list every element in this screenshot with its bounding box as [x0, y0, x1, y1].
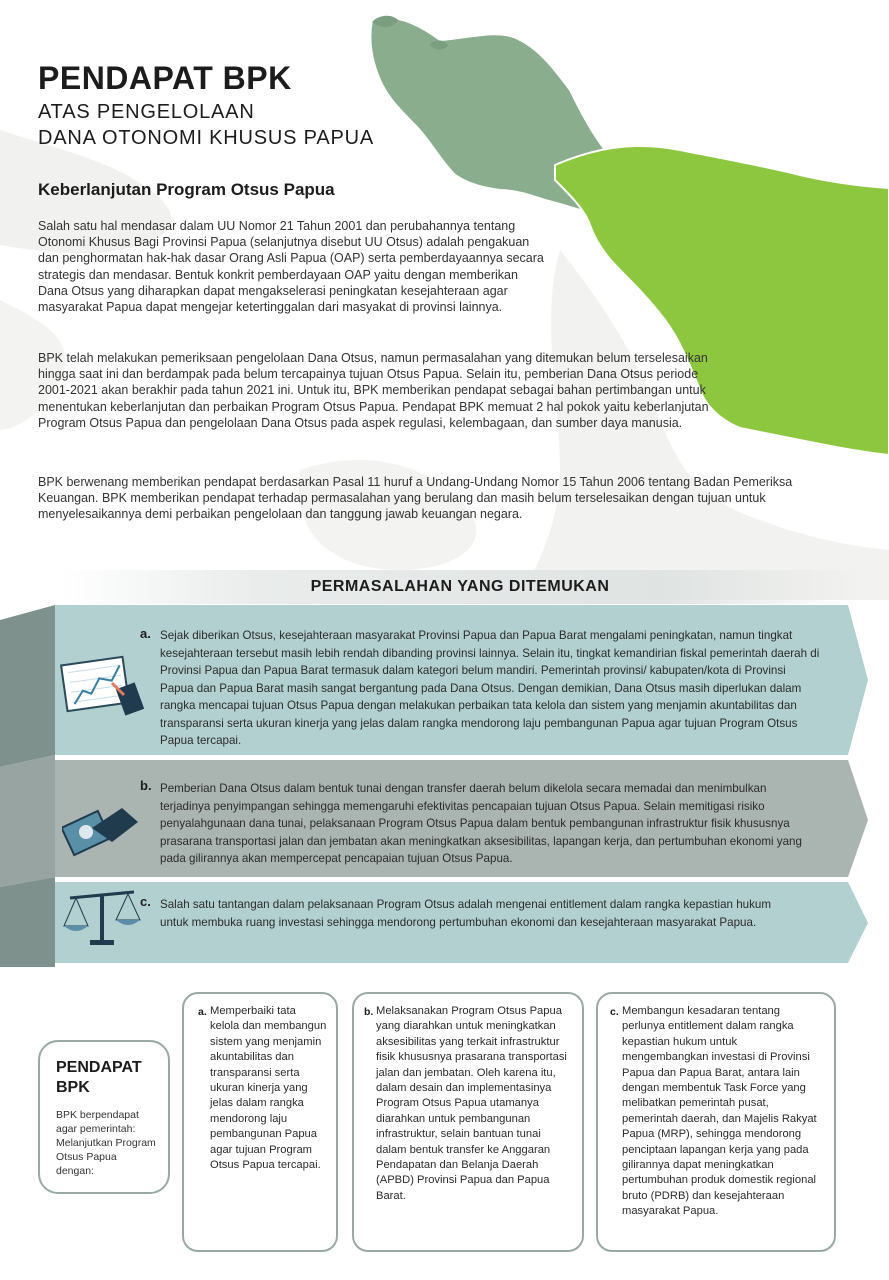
opinion-c-text: Membangun kesadaran tentang perlunya entitlement dalam rangka kepastian hukum untuk mengembangkan investasi di Provinsi Papua dan Papua Barat, antara lain dengan membentuk Task Force yang melibatkan pemerintah pusat, pemerintah daerah, dan Majelis Rakyat Papua (MRP), sehingga mendorong penciptaan lapangan kerja yang pada gilirannya dapat meningkatkan pertumbuhan produk domestik regional bruto (PDRB) dan kesejahteraan masyarakat Papua.	[622, 1005, 817, 1218]
intro-paragraph-1: Salah satu hal mendasar dalam UU Nomor 21 Tahun 2001 dan perubahannya tentang Otonomi Khusus Bagi Provinsi Papua (selanjutnya disebut UU Otsus) adalah pengakuan dan penghormatan hak-hak dasar Orang Asli Papua (OAP) serta pemberdayaannya secara strategis dan mendasar. Bentuk konkrit pemberdayaan OAP yaitu dengan memberikan Dana Otsus yang diharapkan dapat mengakselerasi peningkatan kesejahteraan agar masyarakat Papua dapat mengejar ketertinggalan dari masyakat di provinsi lainnya.	[38, 219, 544, 315]
finding-b-text: Pemberian Dana Otsus dalam bentuk tunai dengan transfer daerah belum dikelola secara memadai dan menimbulkan terjadinya penyimpangan sehingga memengaruhi efektivitas pencapaian tujuan Otsus Papua. Selain memitigasi risiko penyalahgunaan dana tunai, pelaksanaan Program Otsus Papua dalam bentuk pembangunan infrastruktur fisik khususnya prasarana transportasi jalan dan jembatan akan meningkatkan aksesibilitas, lapangan kerja, dan pertumbuhan ekonomi yang pada gilirannya akan mempercepat pencapaian tujuan Otsus Papua.	[160, 782, 802, 865]
page-subtitle-line-1: ATAS PENGELOLAAN	[38, 101, 255, 123]
opinion-a-text: Memperbaiki tata kelola dan membangun sistem yang menjamin akuntabilitas dan transparansi serta ukuran kinerja yang jelas dalam rangka mendorong laju pembangunan Papua agar tujuan Program Otsus Papua tercapai.	[210, 1005, 327, 1172]
finding-a-marker: a.	[140, 626, 151, 641]
intro-paragraph-2: BPK telah melakukan pemeriksaan pengelolaan Dana Otsus, namun permasalahan yang ditemukan belum terselesaikan hingga saat ini dan berdampak pada belum tercapainya tujuan Otsus Papua. Selain itu, pemberian Dana Otsus periode 2001-2021 akan berakhir pada tahun 2021 ini. Untuk itu, BPK memberikan pendapat sebagai bahan pertimbangan untuk menentukan keberlanjutan dan perbaikan Program Otsus Papua. Pendapat BPK memuat 2 hal pokok yaitu keberlanjutan Program Otsus Papua dan pengelolaan Dana Otsus pada aspek regulasi, kelembagaan, dan sumber daya manusia.	[38, 351, 709, 430]
findings-title: PERMASALAHAN YANG DITEMUKAN	[310, 578, 610, 595]
opinion-title: PENDAPAT BPK	[56, 1059, 142, 1096]
finding-c-marker: c.	[140, 894, 151, 909]
money-hand-icon	[62, 798, 142, 868]
finding-c-tab	[0, 877, 55, 967]
section-subheading: Keberlanjutan Program Otsus Papua	[38, 180, 335, 199]
opinion-c-marker: c.	[610, 1006, 619, 1018]
finding-a-text: Sejak diberikan Otsus, kesejahteraan masyarakat Provinsi Papua dan Papua Barat mengalami peningkatan, namun tingkat kesejahteraan tersebut masih lebih rendah dibanding provinsi lainnya. Selain itu, tingkat kemandirian fiskal pemerintah daerah di Provinsi Papua dan Papua Barat termasuk dalam kategori belum mandiri. Pemerintah provinsi/ kabupaten/kota di Provinsi Papua dan Papua Barat masih sangat bergantung pada Dana Otsus. Dengan demikian, Dana Otsus masih diperlukan dalam rangka mencapai tujuan Otsus Papua dengan melakukan perbaikan tata kelola dan sistem yang menjamin akuntabilitas dan transparansi serta ukuran kinerja yang jelas dalam rangka mendorong laju pembangunan Papua agar tujuan Program Otsus Papua tercapai.	[160, 629, 820, 747]
justice-scale-icon	[62, 888, 142, 950]
page-title: PENDAPAT BPK	[38, 60, 292, 96]
opinion-a-marker: a.	[198, 1006, 207, 1018]
finding-a-tab	[0, 605, 55, 767]
findings-header-bar	[60, 570, 860, 604]
finding-b-tab	[0, 755, 55, 887]
intro-paragraph-3: BPK berwenang memberikan pendapat berdasarkan Pasal 11 huruf a Undang-Undang Nomor 15 Tahun 2006 tentang Badan Pemeriksa Keuangan. BPK memberikan pendapat terhadap permasalahan yang berulang dan masih belum terselesaikan dengan tujuan untuk menyelesaikannya demi perbaikan pengelolaan dan tanggung jawab keuangan negara.	[38, 475, 793, 522]
finding-b-marker: b.	[140, 778, 152, 793]
chart-drawing-icon	[60, 655, 150, 725]
opinion-b-marker: b.	[364, 1006, 374, 1018]
opinion-b-text: Melaksanakan Program Otsus Papua yang diarahkan untuk meningkatkan aksesibilitas yang terkait infrastruktur fisik khususnya prasarana transportasi jalan dan jembatan. Oleh karena itu, dalam desain dan implementasinya Program Otsus Papua utamanya diarahkan untuk pembangunan infrastruktur, selain bantuan tunai dalam bentuk transfer ke Anggaran Pendapatan dan Belanja Daerah (APBD) Provinsi Papua dan Papua Barat.	[376, 1005, 567, 1202]
page-subtitle-line-2: DANA OTONOMI KHUSUS PAPUA	[38, 127, 374, 149]
opinion-intro: BPK berpendapat agar pemerintah: Melanjutkan Program Otsus Papua dengan:	[56, 1109, 156, 1177]
finding-c-text: Salah satu tantangan dalam pelaksanaan Program Otsus adalah mengenai entitlement dalam rangka kepastian hukum untuk membuka ruang investasi sehingga mendorong pertumbuhan ekonomi dan kesejahteraan masyarakat Papua.	[160, 898, 771, 929]
